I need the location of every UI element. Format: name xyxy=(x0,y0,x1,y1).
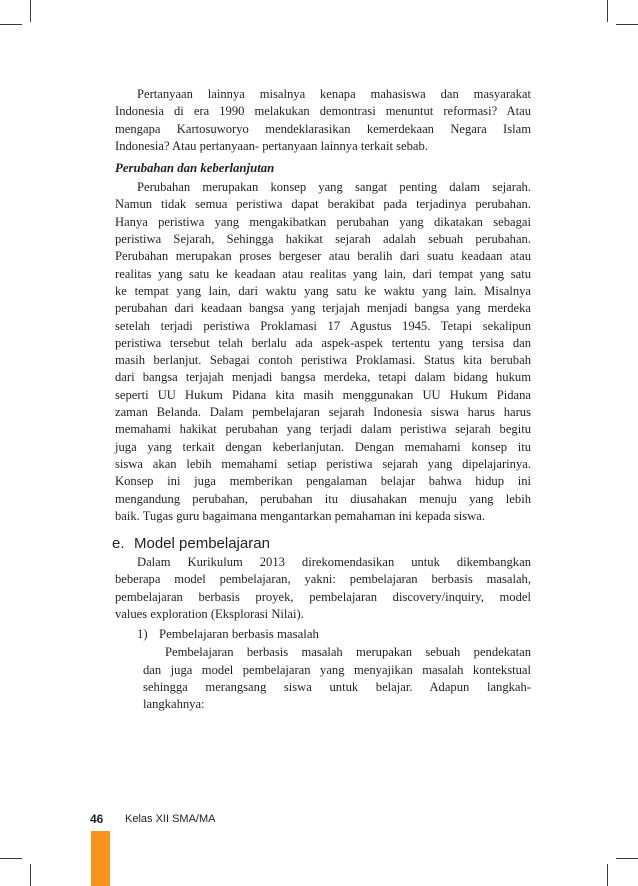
text-line: peristiwa Sejarah, Sehingga hakikat sejarah adalah sebuah perubahan. xyxy=(115,232,531,247)
book-title: Kelas XII SMA/MA xyxy=(125,813,216,825)
text-line: seperti UU Hukum Pidana kita masih menggunakan UU Hukum Pidana xyxy=(115,387,531,402)
text-line: pembelajaran berbasis proyek, pembelajaran discovery/inquiry, model xyxy=(115,589,531,604)
paragraph-change xyxy=(115,179,531,525)
text-line: masih berlanjut. Sebagai contoh peristiwa Proklamasi. Status kita berubah xyxy=(115,353,531,368)
crop-mark xyxy=(616,858,638,859)
text-line: realitas yang satu ke keadaan atau realitas yang lain, dari tempat yang satu xyxy=(115,266,531,281)
text-line: Hanya peristiwa yang mengakibatkan perubahan yang dikatakan sebagai xyxy=(115,214,531,229)
crop-mark xyxy=(607,0,608,22)
paragraph-questions xyxy=(115,86,531,155)
paragraph-problem-based xyxy=(143,644,531,713)
text-line: Indonesia? Atau pertanyaan- pertanyaan lainnya terkait sebab. xyxy=(115,138,428,153)
text-line: memahami hakikat perubahan yang terjadi dalam peristiwa sejarah begitu xyxy=(115,422,531,437)
subitem-number: 1) xyxy=(137,627,148,642)
text-line: juga yang terkait dengan keberlanjutan. Dengan memahami konsep itu xyxy=(115,439,531,454)
footer-accent-bar xyxy=(91,831,110,886)
text-line: sehingga merangsang siswa untuk belajar. Adapun langkah- xyxy=(143,679,531,694)
text-line: setelah terjadi peristiwa Proklamasi 17 Agustus 1945. Tetapi sekalipun xyxy=(115,318,531,333)
crop-mark xyxy=(30,0,31,22)
text-line: Perubahan merupakan konsep yang sangat penting dalam sejarah. xyxy=(137,180,531,195)
text-line: ke tempat yang lain, dari waktu yang satu ke waktu yang lain. Misalnya xyxy=(115,283,531,298)
text-line: langkahnya: xyxy=(143,697,205,712)
text-line: Konsep ini juga memberikan pengalaman belajar bahwa hidup ini xyxy=(115,474,531,489)
text-line: zaman Belanda. Dalam pembelajaran sejarah Indonesia siswa harus harus xyxy=(115,405,531,420)
text-line: baik. Tugas guru bagaimana mengantarkan pemahaman ini kepada siswa. xyxy=(115,508,486,523)
text-line: Perubahan merupakan proses bergeser atau beralih dari suatu keadaan atau xyxy=(115,249,531,264)
paragraph-curriculum xyxy=(115,554,531,623)
text-line: beberapa model pembelajaran, yakni: pembelajaran berbasis masalah, xyxy=(115,572,531,587)
subheading-change-continuity: Perubahan dan keberlanjutan xyxy=(115,161,275,176)
section-title: Model pembelajaran xyxy=(134,535,270,553)
page-number: 46 xyxy=(90,812,104,826)
text-line: Dalam Kurikulum 2013 direkomendasikan untuk dikembangkan xyxy=(137,555,531,570)
subitem-problem-based xyxy=(137,627,531,642)
text-line: siswa akan lebih memahami setiap peristiwa sejarah yang dipelajarinya. xyxy=(115,456,531,471)
section-heading-learning-model xyxy=(112,535,531,552)
text-line: mengandung perubahan, perubahan itu diusahakan menuju yang lebih xyxy=(115,491,531,506)
crop-mark xyxy=(0,24,22,25)
crop-mark xyxy=(616,24,638,25)
text-line: Namun tidak semua peristiwa dapat berakibat pada terjadinya perubahan. xyxy=(115,197,531,212)
subitem-title: Pembelajaran berbasis masalah xyxy=(159,627,319,642)
text-line: mengapa Kartosuworyo mendeklarasikan kemerdekaan Negara Islam xyxy=(115,121,531,136)
crop-mark xyxy=(0,858,22,859)
text-line: Indonesia di era 1990 melakukan demontrasi menuntut reformasi? Atau xyxy=(115,104,531,119)
text-line: perubahan dari keadaan bangsa yang terjajah menjadi bangsa yang merdeka xyxy=(115,301,531,316)
text-line: values exploration (Eksplorasi Nilai). xyxy=(115,607,304,622)
text-line: Pembelajaran berbasis masalah merupakan sebuah pendekatan xyxy=(165,645,531,660)
crop-mark xyxy=(607,864,608,886)
crop-mark xyxy=(30,864,31,886)
text-line: peristiwa tersebut telah berlalu ada aspek-aspek tertentu yang tersisa dan xyxy=(115,335,531,350)
page-content xyxy=(112,86,531,714)
text-line: Pertanyaan lainnya misalnya kenapa mahasiswa dan masyarakat xyxy=(137,87,531,101)
section-letter: e. xyxy=(112,535,125,553)
text-line: dan juga model pembelajaran yang menyajikan masalah kontekstual xyxy=(143,662,531,677)
text-line: dari bangsa terjajah menjadi bangsa merdeka, tetapi dalam bidang hukum xyxy=(115,370,531,385)
